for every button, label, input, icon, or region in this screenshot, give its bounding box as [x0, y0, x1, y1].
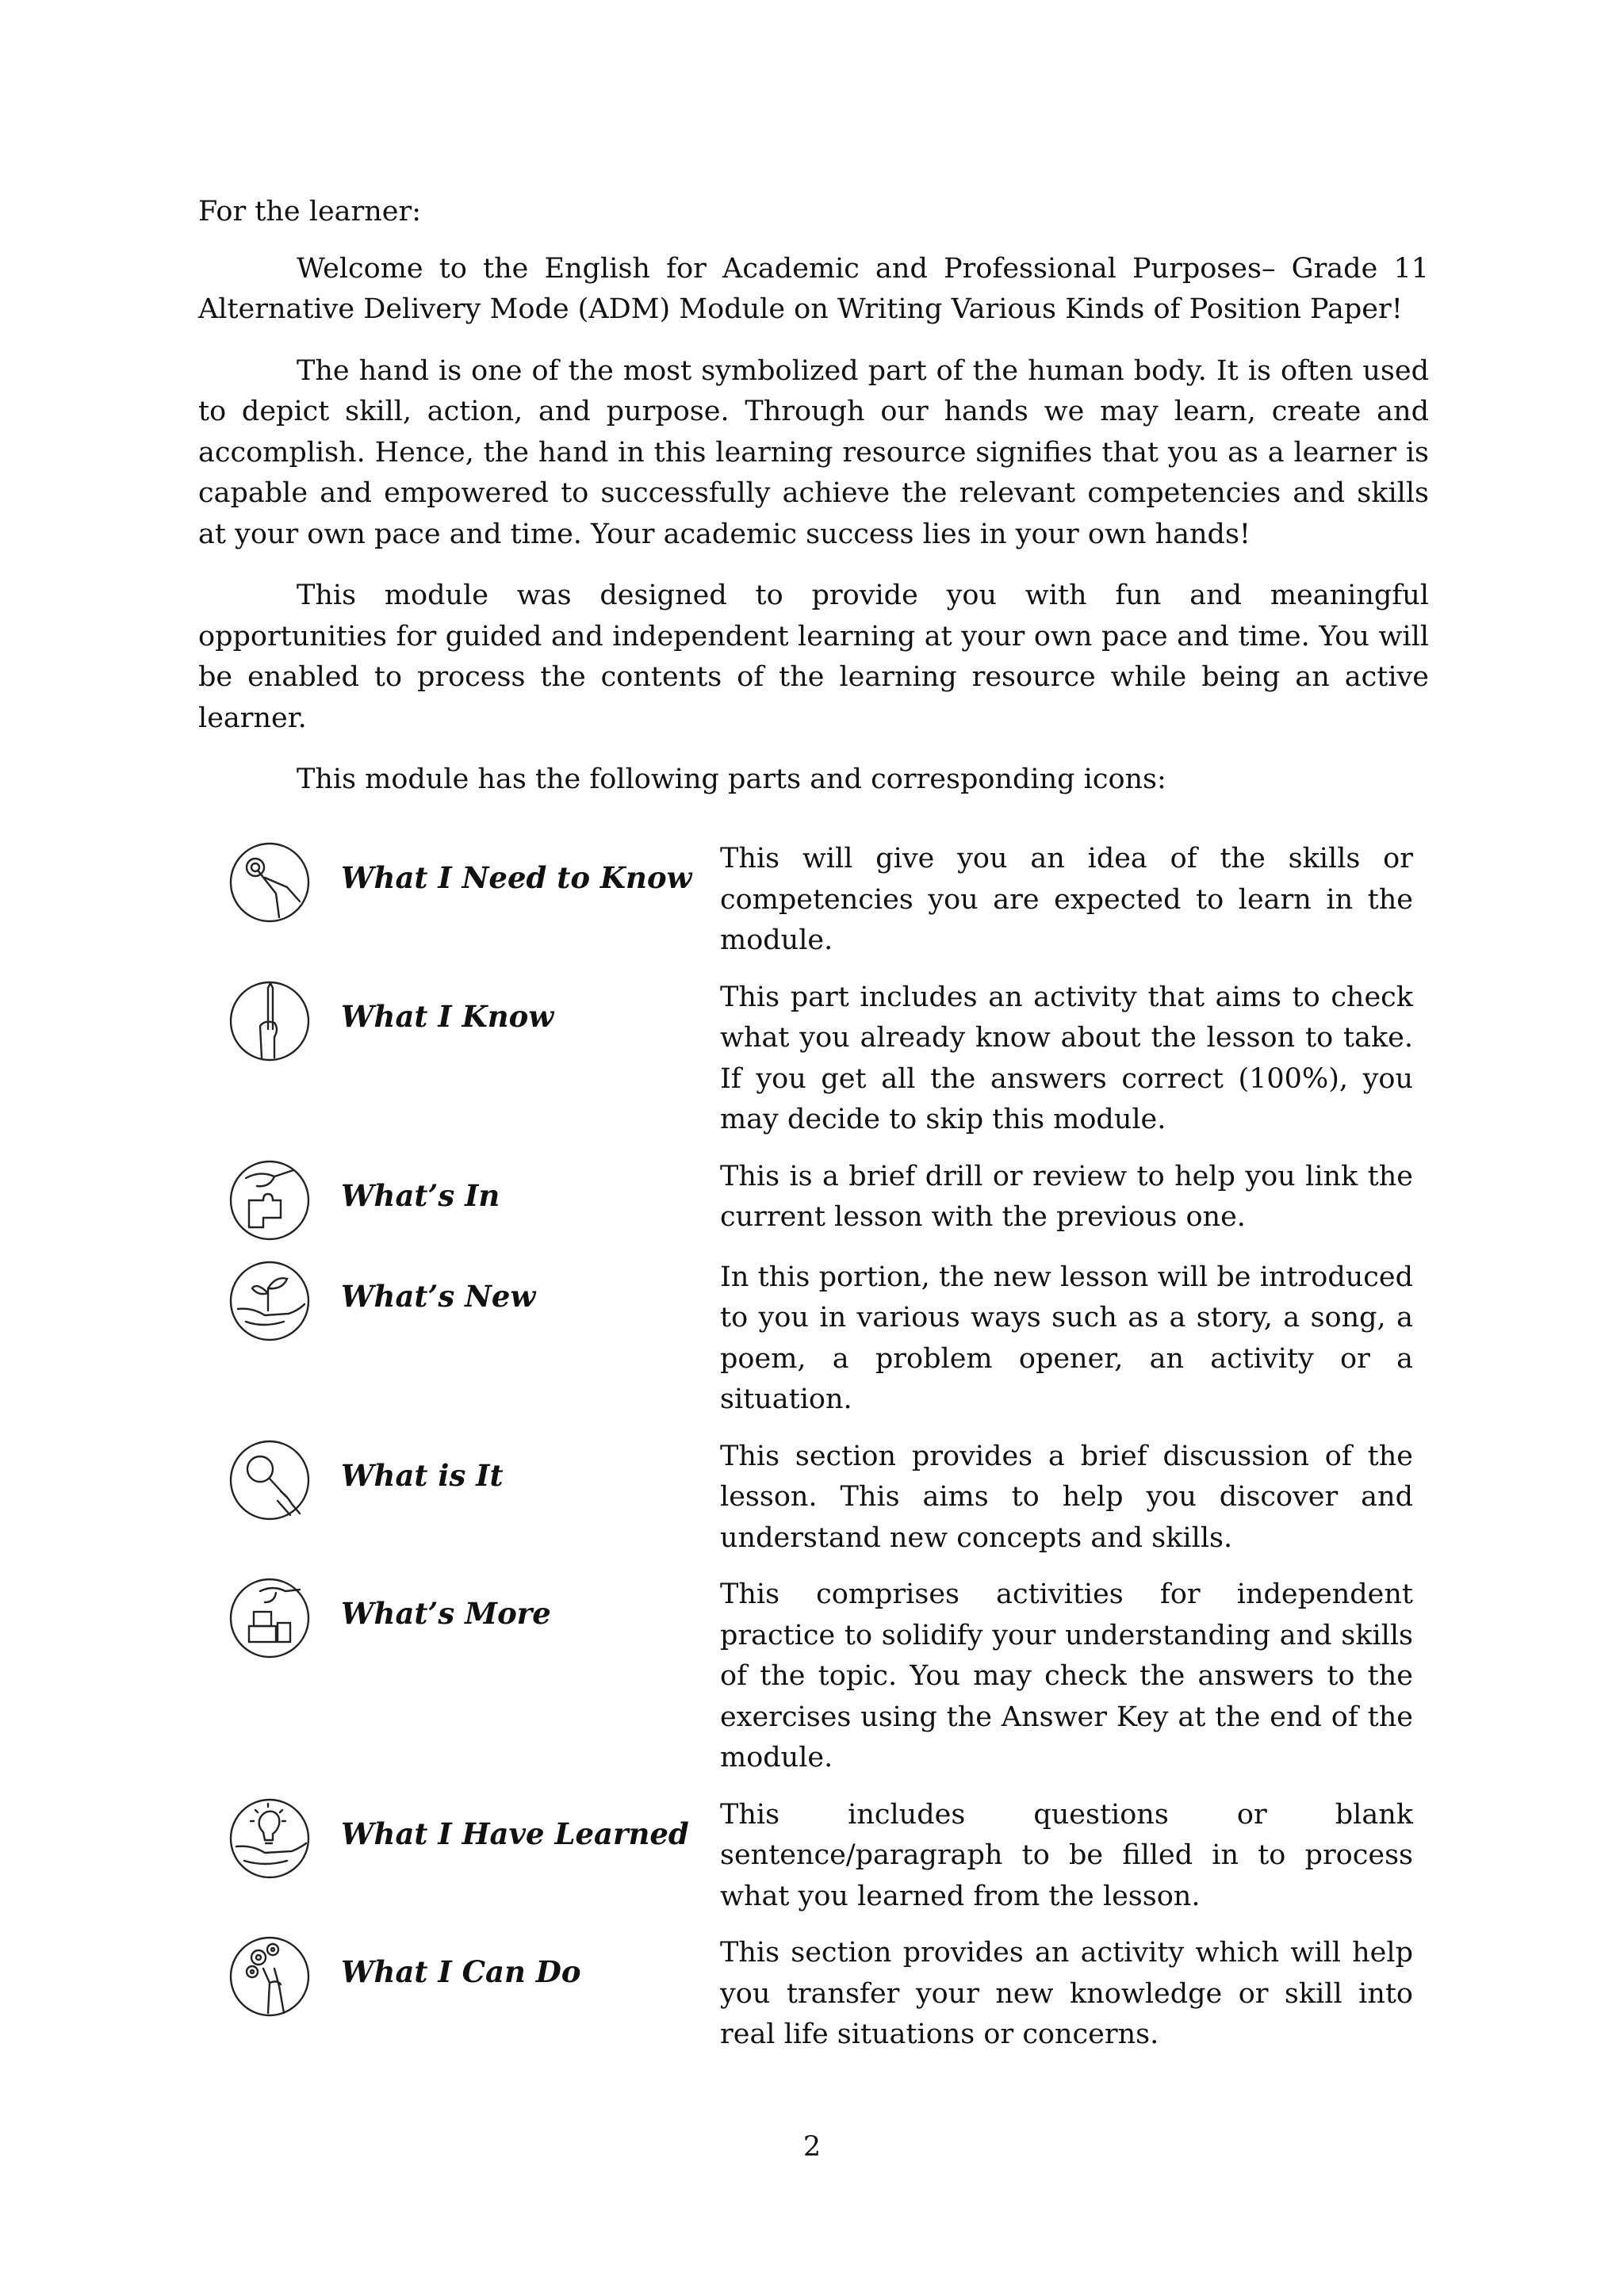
page-number: 2 [802, 2131, 822, 2163]
part-title: What I Can Do [341, 1954, 581, 1989]
part-title: What’s In [341, 1177, 500, 1213]
hand-symbol-paragraph: The hand is one of the most symbolized part of the human body. It is often used to depict skill, action, and purpose. Through our hands we may learn, create and accomplish. Hence, the hand in this learning resource signifies that you as a learner is capable and empowered to successfully achieve the relevant competencies and skills at your own pace and time. Your academic success lies in your own hands! [198, 354, 1429, 550]
part-title: What I Have Learned [341, 1816, 689, 1851]
part-row-what-is-it [228, 1437, 1413, 1559]
part-description: In this portion, the new lesson will be introduced to you in various ways such as a story, a song, a poem, a problem opener, an activity or a situation. [720, 1261, 1413, 1415]
part-description: This section provides an activity which will help you transfer your new knowledge or skill into real life situations or concerns. [720, 1937, 1413, 2050]
welcome-paragraph: Welcome to the English for Academic and Professional Purposes– Grade 11 Alternative Delivery Mode (ADM) Module on Writing Various Kinds of Position Paper! [198, 252, 1429, 325]
part-row-what-i-need-to-know [228, 839, 1413, 962]
hand-pressing-button-icon [228, 841, 311, 924]
intro-label: For the learner: [198, 196, 422, 228]
part-row-what-i-have-learned [228, 1795, 1413, 1918]
part-description: This will give you an idea of the skills or competencies you are expected to learn in the module. [720, 843, 1413, 956]
module-parts-list [228, 839, 1413, 2072]
part-row-whats-new [228, 1257, 1413, 1421]
part-title: What’s More [341, 1596, 551, 1631]
module-design-paragraph: This module was designed to provide you with fun and meaningful opportunities for guided and independent learning at your own pace and time. You will be enabled to process the contents of the learning resource while being an active learner. [198, 580, 1429, 734]
part-row-what-i-know [228, 978, 1413, 1141]
part-description: This part includes an activity that aims to check what you already know about the lesson to take. If you get all the answers correct (100%), you may decide to skip this module. [720, 981, 1413, 1135]
part-description: This comprises activities for independent practice to solidify your understanding and skills of the topic. You may check the answers to the exercises using the Answer Key at the end of the module. [720, 1578, 1413, 1774]
hand-holding-sprout-icon [228, 1260, 311, 1342]
part-description: This includes questions or blank sentence/paragraph to be filled in to process what you learned from the lesson. [720, 1798, 1413, 1912]
hand-holding-lightbulb-icon [228, 1797, 311, 1880]
hand-stacking-blocks-icon [228, 1577, 311, 1659]
hand-turning-gears-icon [228, 1935, 311, 2018]
part-row-what-i-can-do [228, 1933, 1413, 2056]
hand-holding-pencil-icon [228, 980, 311, 1062]
hand-placing-puzzle-piece-icon [228, 1159, 311, 1242]
part-row-whats-in [228, 1157, 1413, 1242]
hand-holding-magnifier-icon [228, 1439, 311, 1521]
part-description: This section provides a brief discussion of the lesson. This aims to help you discover and understand new concepts and skills. [720, 1440, 1413, 1554]
part-title: What is It [341, 1457, 504, 1493]
part-row-whats-more [228, 1575, 1413, 1779]
part-description: This is a brief drill or review to help you link the current lesson with the previous one. [720, 1160, 1413, 1233]
parts-intro-paragraph: This module has the following parts and corresponding icons: [297, 763, 1166, 795]
part-title: What I Know [341, 998, 554, 1034]
part-title: What I Need to Know [341, 860, 692, 895]
part-title: What’s New [341, 1278, 536, 1314]
intro-section [198, 192, 1429, 821]
